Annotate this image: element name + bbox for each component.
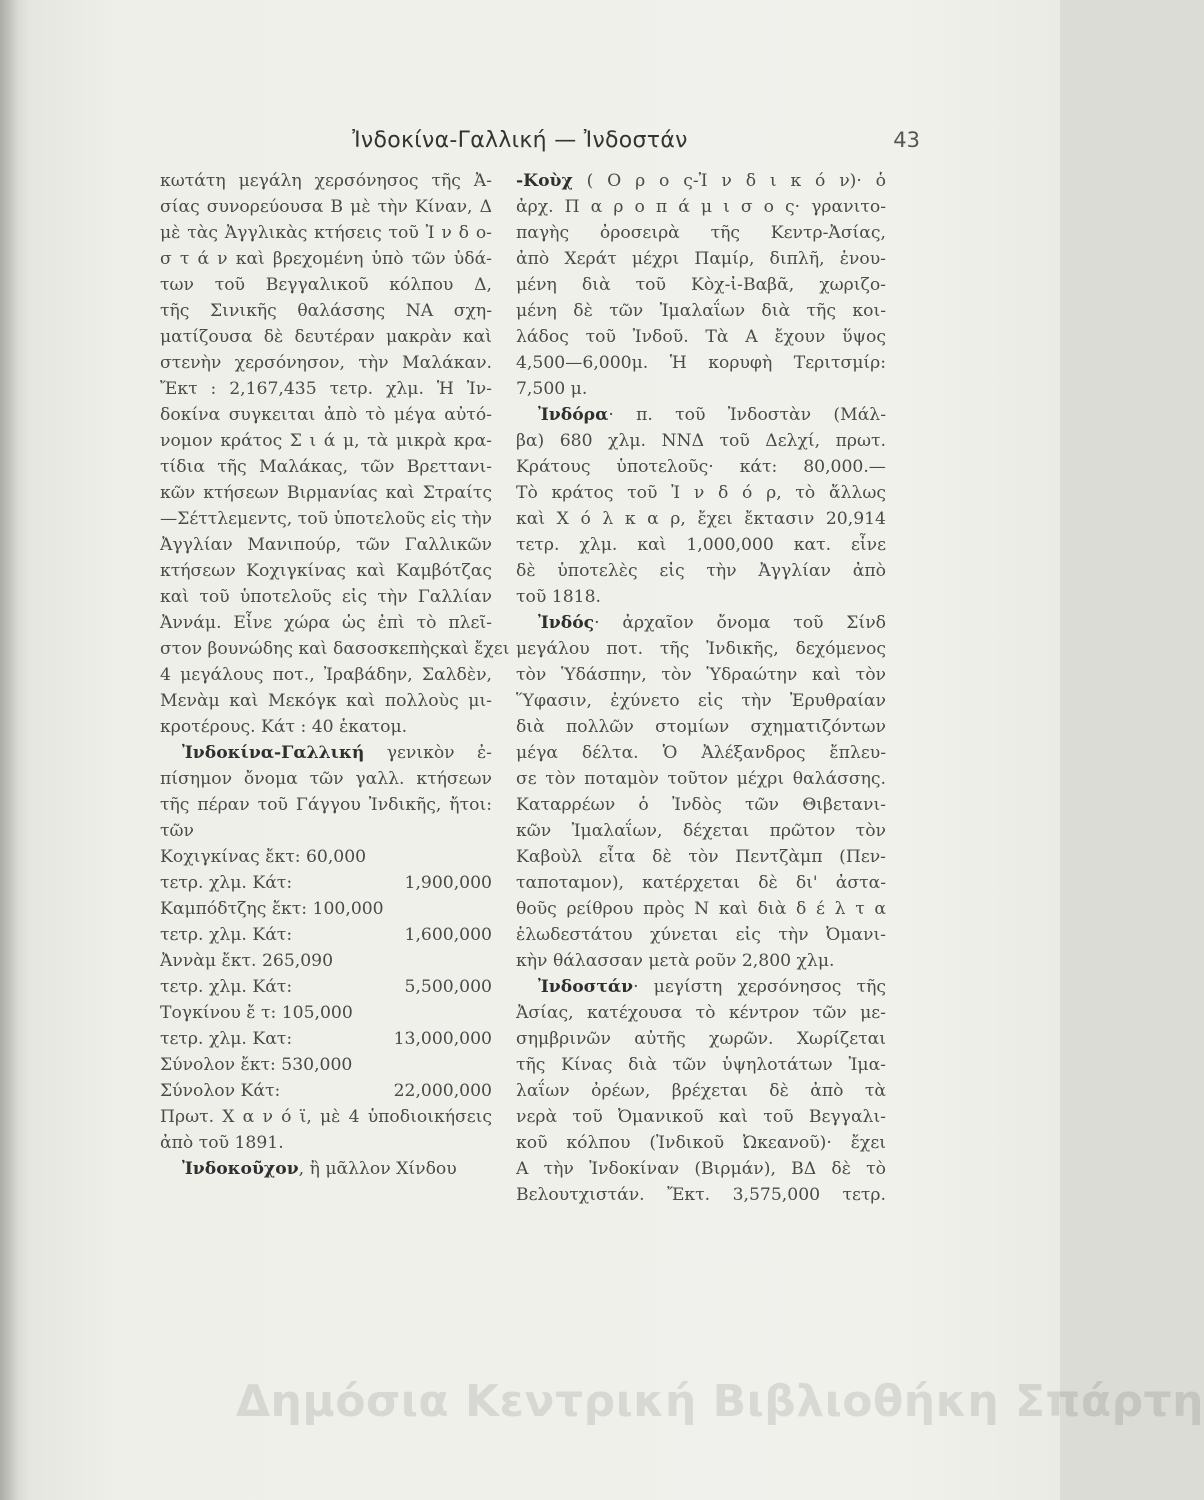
text-line: Πρωτ. Χ α ν ό ϊ, μὲ 4 ὑποδιοικήσεις	[160, 1107, 492, 1127]
stat-label: Καμπόδτζης ἔκτ: 100,000	[160, 899, 384, 919]
text-line: Τὸ κράτος τοῦ Ἰ ν δ ό ρ, τὸ ἄλλως	[516, 483, 886, 503]
stat-value: 13,000,000	[393, 1029, 492, 1049]
stat-row	[160, 1026, 492, 1052]
stat-row	[160, 922, 492, 948]
text-line: κῶν κτήσεων Βιρμανίας καὶ Στραίτς	[160, 483, 492, 503]
stat-row	[160, 1052, 492, 1078]
text-line: μέγα δέλτα. Ὁ Ἀλέξανδρος ἔπλευ-	[516, 743, 886, 763]
entry-hindu-kush-heading-line	[160, 1156, 492, 1182]
text-line: σε τὸν ποταμὸν τοῦτον μέχρι θαλάσσης.	[516, 769, 886, 789]
text-line: ἀρχ. Π α ρ ο π ά μ ι σ ο ς· γρανιτο-	[516, 197, 886, 217]
text-line: τῶν	[160, 821, 194, 841]
stat-label: τετρ. χλμ. Κατ:	[160, 1029, 293, 1049]
stat-label: Ἀννὰμ ἔκτ. 265,090	[160, 951, 334, 971]
stat-value: 22,000,000	[393, 1081, 492, 1101]
text-line: καὶ Χ ό λ κ α ρ, ἔχει ἔκτασιν 20,914	[516, 509, 886, 529]
stat-label: τετρ. χλμ. Κάτ:	[160, 925, 293, 945]
text-line: πίσημον ὄνομα τῶν γαλλ. κτήσεων	[160, 769, 492, 789]
text-line: Ὕφασιν, ἐχύνετο εἰς τὴν Ἐρυθραίαν	[516, 691, 886, 711]
lemma-hindustan: Ἰνδοστάν	[538, 977, 634, 997]
stat-value: 1,900,000	[404, 873, 492, 893]
capital-note	[160, 1104, 492, 1156]
stat-label: τετρ. χλμ. Κάτ:	[160, 873, 293, 893]
stat-row	[160, 948, 492, 974]
text-line: λαΐων ὀρέων, βρέχεται δὲ ἀπὸ τὰ	[516, 1081, 886, 1101]
stat-value: 1,600,000	[404, 925, 492, 945]
text-line: ματίζουσα δὲ δευτέραν μακρὰν καὶ	[160, 327, 492, 347]
text-line: στον βουνώδης καὶ δασοσκεπὴςκαὶ ἔχει	[160, 639, 510, 659]
text-line: 4,500—6,000μ. Ἡ κορυφὴ Τεριτσμίρ:	[516, 353, 886, 373]
text-line: δὲ ὑποτελὲς εἰς τὴν Ἀγγλίαν ἀπὸ	[516, 561, 886, 581]
text-line: ἑλωδεστάτου χύνεται εἰς τὴν Ὀμανι-	[516, 925, 886, 945]
entry-text: · ἀρχαῖον ὄνομα τοῦ Σίνδ	[594, 613, 886, 633]
library-watermark: Δημόσια Κεντρική Βιβλιοθήκη Σπάρτη	[236, 1376, 1204, 1427]
colony-statistics	[160, 844, 492, 1104]
text-line: θοῦς ρείθρου πρὸς Ν καὶ διὰ δ έ λ τ α	[516, 899, 886, 919]
entry-hindustan-body	[516, 1000, 886, 1208]
text-line: κωτάτη μεγάλη χερσόνησος τῆς Ἀ-	[160, 171, 492, 191]
stat-label: Τογκίνου ἔ τ: 105,000	[160, 1003, 353, 1023]
text-line: κῶν Ἰμαλαΐων, δέχεται πρῶτον τὸν	[516, 821, 886, 841]
text-line: Ἀννάμ. Εἶνε χώρα ὡς ἐπὶ τὸ πλεῖ-	[160, 613, 492, 633]
text-line: νερὰ τοῦ Ὀμανικοῦ καὶ τοῦ Βεγγαλι-	[516, 1107, 886, 1127]
stat-row	[160, 844, 492, 870]
text-line: στενὴν χερσόνησον, τὴν Μαλάκαν.	[160, 353, 492, 373]
text-line: των τοῦ Βεγγαλικοῦ κόλπου Δ,	[160, 275, 492, 295]
page-number: 43	[893, 128, 920, 152]
entry-text: γενικὸν ἐ-	[364, 743, 492, 763]
text-line: Βελουτχιστάν. Ἔκτ. 3,575,000 τετρ.	[516, 1185, 886, 1205]
text-line: Καβοὺλ εἶτα δὲ τὸν Πεντζὰμπ (Πεν-	[516, 847, 886, 867]
text-line: κροτέρους. Κάτ : 40 ἑκατομ.	[160, 717, 408, 737]
text-line: τὸν Ὑδάσπην, τὸν Ὑδραώτην καὶ τὸν	[516, 665, 886, 685]
entry-indus-body	[516, 636, 886, 974]
text-line: σημβρινῶν αὐτῆς χωρῶν. Χωρίζεται	[516, 1029, 886, 1049]
text-line: Ἀσίας, κατέχουσα τὸ κέντρον τῶν με-	[516, 1003, 886, 1023]
text-line: νομον κράτος Σ ι ά μ, τὰ μικρὰ κρα-	[160, 431, 492, 451]
text-line: κὴν θάλασσαν μετὰ ροῦν 2,800 χλμ.	[516, 951, 835, 971]
stat-row	[160, 1078, 492, 1104]
stat-label: Κοχιγκίνας ἔκτ: 60,000	[160, 847, 367, 867]
stat-value: 5,500,000	[404, 977, 492, 997]
text-line: σίας συνορεύουσα Β μὲ τὴν Κίναν, Δ	[160, 197, 492, 217]
entry-text: ( Ο ρ ο ς-Ἰ ν δ ι κ ό ν)· ὁ	[572, 171, 886, 191]
stat-label: Σύνολον ἔκτ: 530,000	[160, 1055, 353, 1075]
page-title: Ἰνδοκίνα-Γαλλική — Ἰνδοστάν	[352, 128, 688, 153]
text-line: παγὴς ὀροσειρὰ τῆς Κεντρ-Ἀσίας,	[516, 223, 886, 243]
text-line: Κράτους ὑποτελοῦς· κάτ: 80,000.—	[516, 457, 886, 477]
left-column	[160, 168, 510, 1182]
entry-indore-body	[516, 428, 886, 610]
text-line: μένη διὰ τοῦ Κὸχ-ἰ-Βαβᾶ, χωριζο-	[516, 275, 886, 295]
text-line: σ τ ά ν καὶ βρεχομένη ὑπὸ τῶν ὑδά-	[160, 249, 492, 269]
entry-text: · π. τοῦ Ἰνδοστὰν (Μάλ-	[608, 405, 886, 425]
text-line: καὶ τοῦ ὑποτελοῦς εἰς τὴν Γαλλίαν	[160, 587, 492, 607]
entry-indochina-body	[160, 168, 510, 740]
text-line: Μενὰμ καὶ Μεκόγκ καὶ πολλοὺς μι-	[160, 691, 492, 711]
text-line: τετρ. χλμ. καὶ 1,000,000 κατ. εἶνε	[516, 535, 886, 555]
text-line: μεγάλου ποτ. τῆς Ἰνδικῆς, δεχόμενος	[516, 639, 886, 659]
lemma-hindu-kush: Ἰνδοκοῦχον	[182, 1159, 299, 1179]
entry-kush-heading-line	[516, 168, 886, 194]
text-line: ἀπὸ Χεράτ μέχρι Παμίρ, διπλῆ, ἑνου-	[516, 249, 886, 269]
entry-indore-heading-line	[516, 402, 886, 428]
stat-row	[160, 870, 492, 896]
stat-label: Σύνολον Κάτ:	[160, 1081, 281, 1101]
text-line: δοκίνα συγκειται ἀπὸ τὸ μέγα αὐτό-	[160, 405, 492, 425]
text-line: —Σέττλεμεντς, τοῦ ὑποτελοῦς εἰς τὴν	[160, 509, 492, 529]
text-line: 4 μεγάλους ποτ., Ἰραβάδην, Σαλδὲν,	[160, 665, 492, 685]
text-line: διὰ πολλῶν στομίων σχηματιζόντων	[516, 717, 886, 737]
text-line: Ἀγγλίαν Μανιπούρ, τῶν Γαλλικῶν	[160, 535, 492, 555]
text-line: ἀπὸ τοῦ 1891.	[160, 1133, 284, 1153]
text-line: τῆς Κίνας διὰ τῶν ὑψηλοτάτων Ἰμα-	[516, 1055, 886, 1075]
entry-indochina-french-body	[160, 766, 492, 844]
lemma-indochina-french: Ἰνδοκίνα-Γαλλική	[182, 743, 365, 763]
text-line: κοῦ κόλπου (Ἰνδικοῦ Ὠκεανοῦ)· ἔχει	[516, 1133, 886, 1153]
stat-row	[160, 1000, 492, 1026]
text-line: ταποταμον), κατέρχεται δὲ δι' ἀστα-	[516, 873, 886, 893]
entry-indus-heading-line	[516, 610, 886, 636]
lemma-indore: Ἰνδόρα	[538, 405, 609, 425]
text-line: τῆς Σινικῆς θαλάσσης ΝΑ σχη-	[160, 301, 492, 321]
text-line: 7,500 μ.	[516, 379, 588, 399]
text-line: κτήσεων Κοχιγκίνας καὶ Καμβότζας	[160, 561, 492, 581]
lemma-kush: -Κοὺχ	[516, 171, 573, 191]
text-line: τίδια τῆς Μαλάκας, τῶν Βρεττανι-	[160, 457, 492, 477]
binding-shadow	[0, 0, 18, 1500]
entry-hindustan-heading-line	[516, 974, 886, 1000]
entry-text: , ἢ μᾶλλον Χίνδου	[298, 1159, 457, 1179]
entry-text: · μεγίστη χερσόνησος τῆς	[633, 977, 886, 997]
text-line: τοῦ 1818.	[516, 587, 601, 607]
stat-row	[160, 896, 492, 922]
running-header	[160, 128, 920, 164]
text-line: Ἔκτ : 2,167,435 τετρ. χλμ. Ἡ Ἰν-	[160, 379, 492, 399]
text-line: Α τὴν Ἰνδοκίναν (Βιρμάν), ΒΔ δὲ τὸ	[516, 1159, 886, 1179]
text-line: βα) 680 χλμ. ΝΝΔ τοῦ Δελχί, πρωτ.	[516, 431, 886, 451]
stat-row	[160, 974, 492, 1000]
right-column	[516, 168, 886, 1208]
text-line: μὲ τὰς Ἀγγλικὰς κτήσεις τοῦ Ἰ ν δ ο-	[160, 223, 492, 243]
lemma-indus: Ἰνδός	[538, 613, 595, 633]
stat-label: τετρ. χλμ. Κάτ:	[160, 977, 293, 997]
text-line: λάδος τοῦ Ἰνδοῦ. Τὰ Α ἔχουν ὕψος	[516, 327, 886, 347]
text-line: μένη δὲ τῶν Ἰμαλαΐων διὰ τῆς κοι-	[516, 301, 886, 321]
text-line: Καταρρέων ὁ Ἰνδὸς τῶν Θιβετανι-	[516, 795, 886, 815]
entry-indochina-french-heading-line	[160, 740, 492, 766]
entry-kush-body	[516, 194, 886, 402]
text-line: τῆς πέραν τοῦ Γάγγου Ἰνδικῆς, ἤτοι:	[160, 795, 492, 815]
